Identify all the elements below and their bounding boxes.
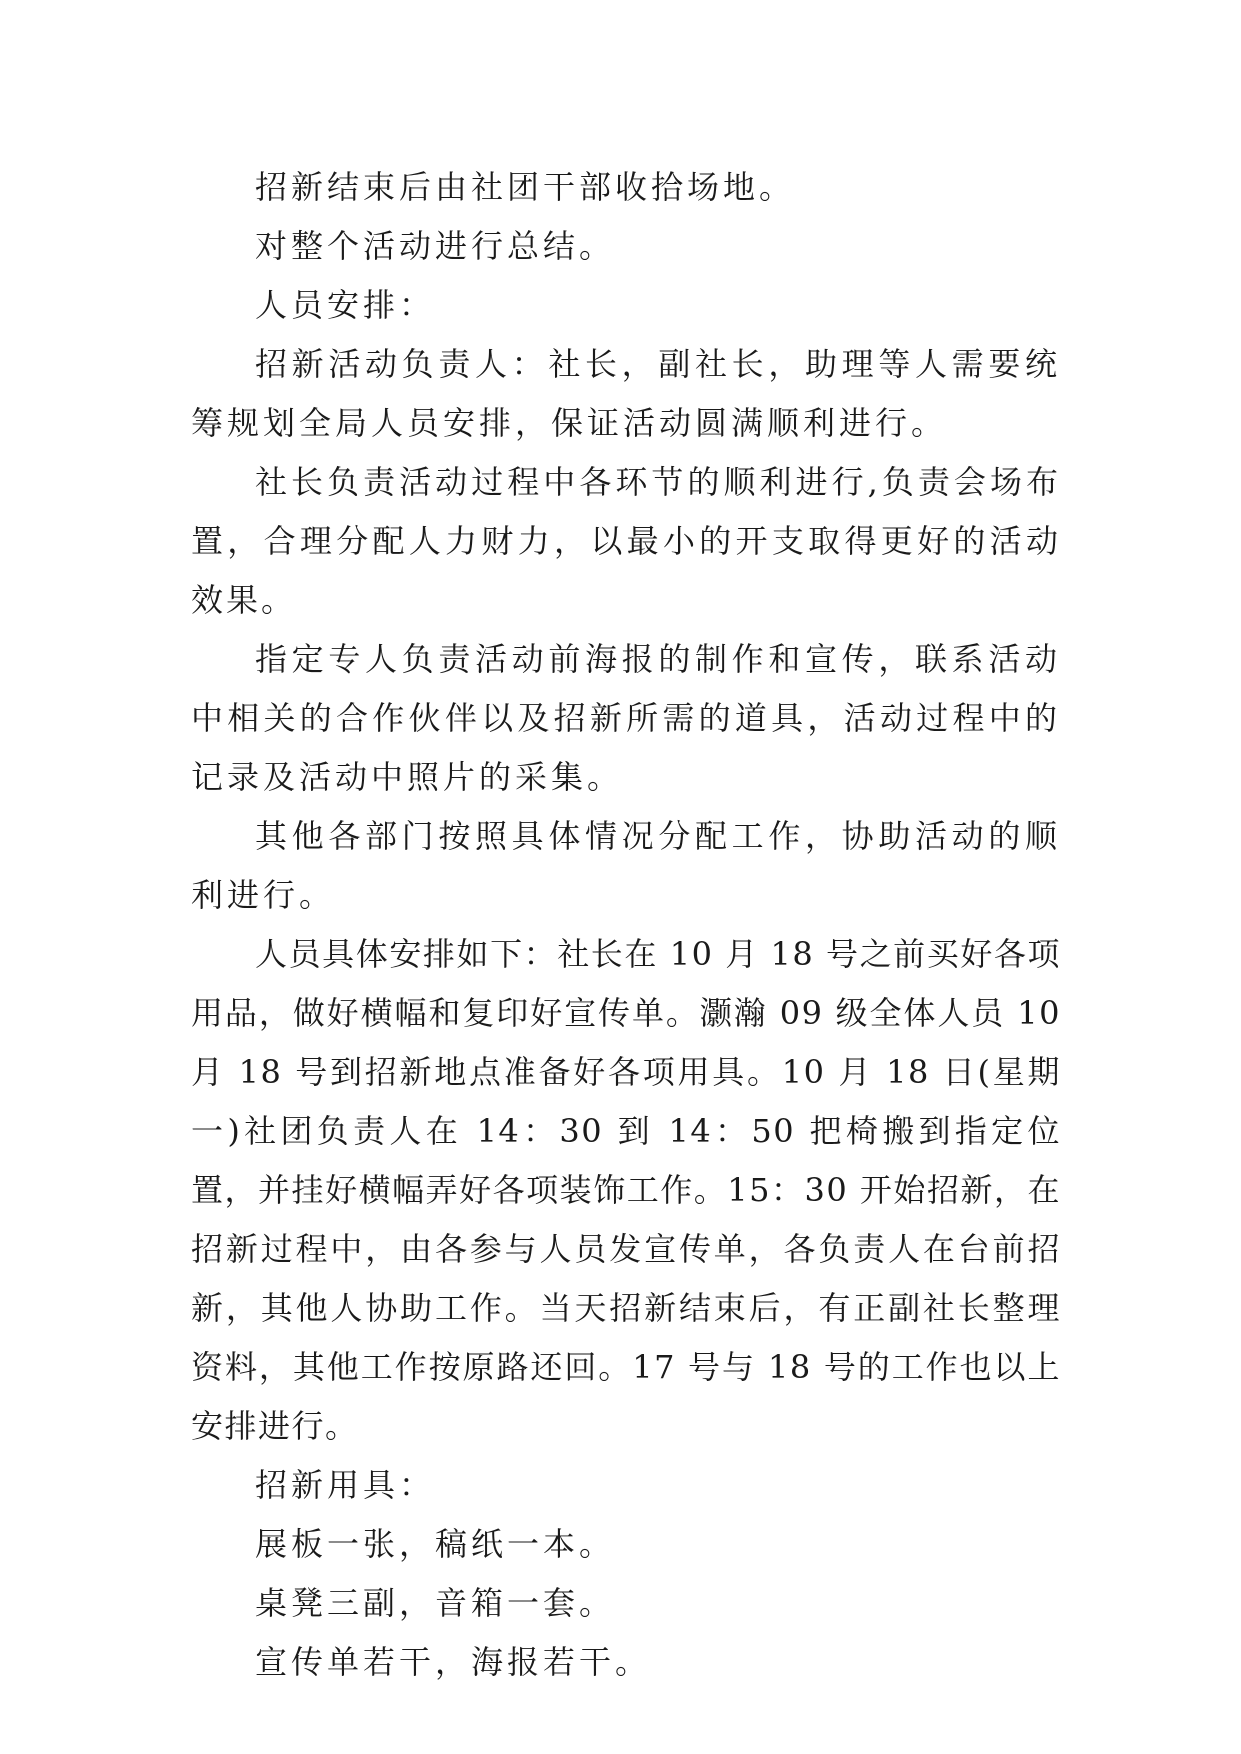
- paragraph: 指定专人负责活动前海报的制作和宣传，联系活动中相关的合作伙伴以及招新所需的道具，活动过程中的记录及活动中照片的采集。: [191, 640, 1061, 796]
- paragraph: 人员安排：: [255, 286, 436, 324]
- document-body: [191, 158, 1061, 1692]
- paragraph: 招新结束后由社团干部收拾场地。: [255, 168, 796, 206]
- paragraph: 招新用具：: [255, 1466, 436, 1504]
- paragraph: 桌凳三副，音箱一套。: [255, 1584, 616, 1622]
- paragraph: 社长负责活动过程中各环节的顺利进行,负责会场布置，合理分配人力财力，以最小的开支取得更好的活动效果。: [191, 463, 1061, 619]
- paragraph: 展板一张，稿纸一本。: [255, 1525, 616, 1563]
- paragraph: 人员具体安排如下：社长在 10 月 18 号之前买好各项用品，做好横幅和复印好宣传单。灏瀚 09 级全体人员 10 月 18 号到招新地点准备好各项用具。10 月 18 日(星期一)社团负责人在 14：30 到 14：50 把椅搬到指定位置，并挂好横幅弄好各项装饰工作。15：30 开始招新，在招新过程中，由各参与人员发宣传单，各负责人在台前招新，其他人协助工作。当天招新结束后，有正副社长整理资料，其他工作按原路还回。17 号与 18 号的工作也以上安排进行。: [191, 935, 1061, 1445]
- paragraph: 对整个活动进行总结。: [255, 227, 616, 265]
- paragraph: 招新活动负责人：社长，副社长，助理等人需要统筹规划全局人员安排，保证活动圆满顺利进行。: [191, 345, 1061, 442]
- paragraph: 宣传单若干，海报若干。: [255, 1643, 652, 1681]
- paragraph: 其他各部门按照具体情况分配工作，协助活动的顺利进行。: [191, 817, 1061, 914]
